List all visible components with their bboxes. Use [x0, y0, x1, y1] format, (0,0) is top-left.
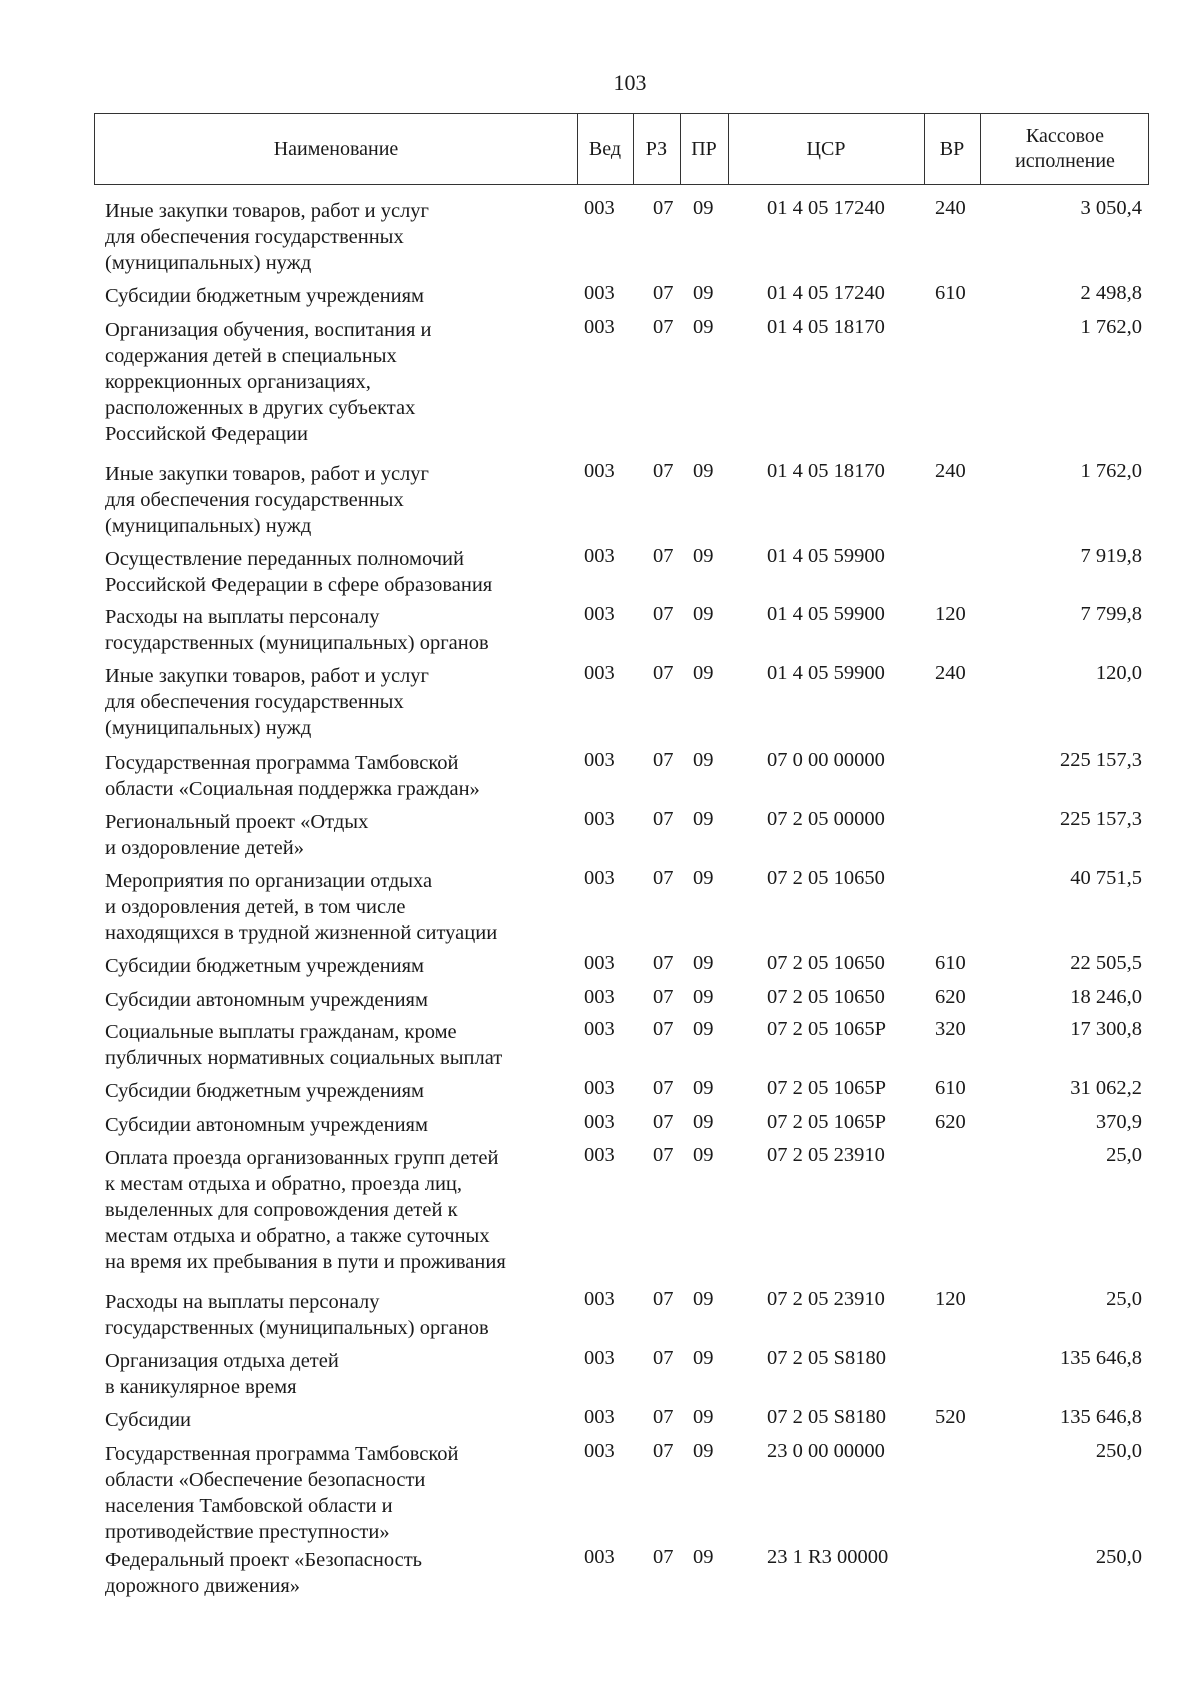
row-amount: 22 505,5: [1070, 952, 1142, 974]
row-ved: 003: [584, 282, 615, 304]
row-amount: 2 498,8: [1080, 282, 1142, 304]
row-amount: 7 799,8: [1080, 603, 1142, 625]
row-csr: 07 2 05 1065Р: [767, 1111, 887, 1133]
row-csr: 07 2 05 10650: [767, 986, 885, 1008]
row-pr: 09: [693, 867, 714, 889]
row-name: Субсидии: [105, 1409, 192, 1431]
row-ved: 003: [584, 1111, 615, 1133]
row-vr: 240: [935, 662, 966, 684]
row-ved: 003: [584, 1347, 615, 1369]
row-name: Субсидии бюджетным учреждениям: [105, 1080, 425, 1102]
row-name: Расходы на выплаты персоналу государственных (муниципальных) органов: [105, 606, 489, 654]
row-amount: 1 762,0: [1080, 460, 1142, 482]
row-rz: 07: [653, 867, 674, 889]
row-rz: 07: [653, 1288, 674, 1310]
row-amount: 250,0: [1095, 1440, 1142, 1462]
row-amount: 370,9: [1095, 1111, 1142, 1133]
header-pr: ПР: [691, 137, 717, 160]
row-csr: 07 2 05 00000: [767, 808, 885, 830]
row-csr: 23 1 R3 00000: [767, 1546, 889, 1568]
row-pr: 09: [693, 986, 714, 1008]
row-amount: 135 646,8: [1060, 1406, 1142, 1428]
row-csr: 23 0 00 00000: [767, 1440, 885, 1462]
row-amount: 17 300,8: [1070, 1018, 1142, 1040]
row-ved: 003: [584, 316, 615, 338]
row-rz: 07: [653, 603, 674, 625]
row-rz: 07: [653, 749, 674, 771]
row-pr: 09: [693, 1144, 714, 1166]
row-amount: 1 762,0: [1080, 316, 1142, 338]
row-ved: 003: [584, 603, 615, 625]
row-rz: 07: [653, 1406, 674, 1428]
row-rz: 07: [653, 197, 674, 219]
header-rz: РЗ: [645, 137, 668, 160]
row-pr: 09: [693, 1111, 714, 1133]
row-ved: 003: [584, 952, 615, 974]
row-pr: 09: [693, 282, 714, 304]
row-name: Организация обучения, воспитания и содержания детей в специальных коррекционных организациях, расположенных в других субъектах Российской Федерации: [105, 319, 432, 445]
row-ved: 003: [584, 1406, 615, 1428]
row-csr: 01 4 05 17240: [767, 282, 885, 304]
row-amount: 25,0: [1106, 1144, 1142, 1166]
row-pr: 09: [693, 662, 714, 684]
row-name: Субсидии бюджетным учреждениям: [105, 285, 425, 307]
row-vr: 320: [935, 1018, 966, 1040]
row-amount: 3 050,4: [1080, 197, 1142, 219]
row-name: Оплата проезда организованных групп детей к местам отдыха и обратно, проезда лиц, выделенных для сопровождения детей к местам отдыха и обратно, а также суточных на время их пребывания в пути и проживания: [105, 1147, 506, 1273]
row-rz: 07: [653, 986, 674, 1008]
row-rz: 07: [653, 282, 674, 304]
row-csr: 07 2 05 23910: [767, 1144, 885, 1166]
row-vr: 240: [935, 460, 966, 482]
row-ved: 003: [584, 1288, 615, 1310]
row-csr: 01 4 05 18170: [767, 460, 885, 482]
row-amount: 25,0: [1106, 1288, 1142, 1310]
row-amount: 7 919,8: [1080, 545, 1142, 567]
header-name: Наименование: [273, 137, 399, 160]
row-name: Государственная программа Тамбовской области «Обеспечение безопасности населения Тамбовской области и противодействие преступности»: [105, 1443, 459, 1543]
row-vr: 610: [935, 952, 966, 974]
row-ved: 003: [584, 197, 615, 219]
row-pr: 09: [693, 1288, 714, 1310]
row-rz: 07: [653, 1440, 674, 1462]
row-pr: 09: [693, 1347, 714, 1369]
row-csr: 07 2 05 S8180: [767, 1406, 887, 1428]
row-ved: 003: [584, 545, 615, 567]
row-vr: 520: [935, 1406, 966, 1428]
row-ved: 003: [584, 662, 615, 684]
row-csr: 07 2 05 1065Р: [767, 1018, 887, 1040]
row-ved: 003: [584, 1018, 615, 1040]
row-ved: 003: [584, 749, 615, 771]
row-pr: 09: [693, 1077, 714, 1099]
row-amount: 120,0: [1095, 662, 1142, 684]
row-csr: 01 4 05 59900: [767, 545, 885, 567]
row-vr: 620: [935, 986, 966, 1008]
row-pr: 09: [693, 460, 714, 482]
row-rz: 07: [653, 662, 674, 684]
row-csr: 01 4 05 59900: [767, 662, 885, 684]
row-rz: 07: [653, 1111, 674, 1133]
row-name: Иные закупки товаров, работ и услуг для обеспечения государственных (муниципальных) нужд: [105, 463, 429, 537]
row-vr: 620: [935, 1111, 966, 1133]
row-pr: 09: [693, 808, 714, 830]
row-rz: 07: [653, 460, 674, 482]
row-csr: 01 4 05 18170: [767, 316, 885, 338]
row-pr: 09: [693, 603, 714, 625]
row-csr: 07 0 00 00000: [767, 749, 885, 771]
row-ved: 003: [584, 1144, 615, 1166]
row-name: Государственная программа Тамбовской области «Социальная поддержка граждан»: [105, 752, 480, 800]
row-csr: 07 2 05 S8180: [767, 1347, 887, 1369]
row-pr: 09: [693, 749, 714, 771]
row-rz: 07: [653, 1018, 674, 1040]
row-amount: 31 062,2: [1070, 1077, 1142, 1099]
row-vr: 240: [935, 197, 966, 219]
row-pr: 09: [693, 316, 714, 338]
row-rz: 07: [653, 545, 674, 567]
row-amount: 250,0: [1095, 1546, 1142, 1568]
row-pr: 09: [693, 1018, 714, 1040]
row-amount: 135 646,8: [1060, 1347, 1142, 1369]
row-vr: 610: [935, 1077, 966, 1099]
row-pr: 09: [693, 545, 714, 567]
row-amount: 40 751,5: [1070, 867, 1142, 889]
row-rz: 07: [653, 808, 674, 830]
row-vr: 120: [935, 1288, 966, 1310]
row-csr: 07 2 05 1065Р: [767, 1077, 887, 1099]
header-csr: ЦСР: [806, 137, 846, 160]
row-ved: 003: [584, 460, 615, 482]
row-vr: 120: [935, 603, 966, 625]
row-rz: 07: [653, 952, 674, 974]
row-rz: 07: [653, 316, 674, 338]
page-number: 103: [613, 70, 647, 95]
row-rz: 07: [653, 1077, 674, 1099]
row-amount: 18 246,0: [1070, 986, 1142, 1008]
row-csr: 07 2 05 10650: [767, 952, 885, 974]
row-ved: 003: [584, 1077, 615, 1099]
table-header: [94, 113, 1149, 185]
row-amount: 225 157,3: [1060, 749, 1142, 771]
row-vr: 610: [935, 282, 966, 304]
row-rz: 07: [653, 1546, 674, 1568]
row-name: Мероприятия по организации отдыха и оздоровления детей, в том числе находящихся в трудной жизненной ситуации: [105, 870, 498, 944]
row-pr: 09: [693, 1440, 714, 1462]
row-name: Осуществление переданных полномочий Российской Федерации в сфере образования: [105, 548, 493, 596]
row-ved: 003: [584, 808, 615, 830]
row-csr: 07 2 05 10650: [767, 867, 885, 889]
row-name: Субсидии бюджетным учреждениям: [105, 955, 425, 977]
row-name: Социальные выплаты гражданам, кроме публичных нормативных социальных выплат: [105, 1021, 503, 1069]
row-ved: 003: [584, 1440, 615, 1462]
row-name: Иные закупки товаров, работ и услуг для обеспечения государственных (муниципальных) нужд: [105, 665, 429, 739]
row-amount: 225 157,3: [1060, 808, 1142, 830]
row-name: Субсидии автономным учреждениям: [105, 989, 428, 1011]
row-rz: 07: [653, 1144, 674, 1166]
header-amount: Кассовое исполнение: [1015, 125, 1115, 172]
row-name: Иные закупки товаров, работ и услуг для обеспечения государственных (муниципальных) нужд: [105, 200, 429, 274]
row-ved: 003: [584, 867, 615, 889]
row-name: Расходы на выплаты персоналу государственных (муниципальных) органов: [105, 1291, 489, 1339]
row-name: Региональный проект «Отдых и оздоровление детей»: [105, 811, 369, 859]
row-csr: 07 2 05 23910: [767, 1288, 885, 1310]
row-pr: 09: [693, 197, 714, 219]
header-ved: Вед: [588, 137, 622, 160]
row-rz: 07: [653, 1347, 674, 1369]
row-pr: 09: [693, 1546, 714, 1568]
row-ved: 003: [584, 986, 615, 1008]
row-pr: 09: [693, 952, 714, 974]
row-csr: 01 4 05 17240: [767, 197, 885, 219]
row-pr: 09: [693, 1406, 714, 1428]
row-ved: 003: [584, 1546, 615, 1568]
row-csr: 01 4 05 59900: [767, 603, 885, 625]
row-name: Субсидии автономным учреждениям: [105, 1114, 428, 1136]
row-name: Федеральный проект «Безопасность дорожного движения»: [105, 1549, 422, 1597]
header-vr: ВР: [939, 137, 965, 160]
row-name: Организация отдыха детей в каникулярное время: [105, 1350, 339, 1398]
